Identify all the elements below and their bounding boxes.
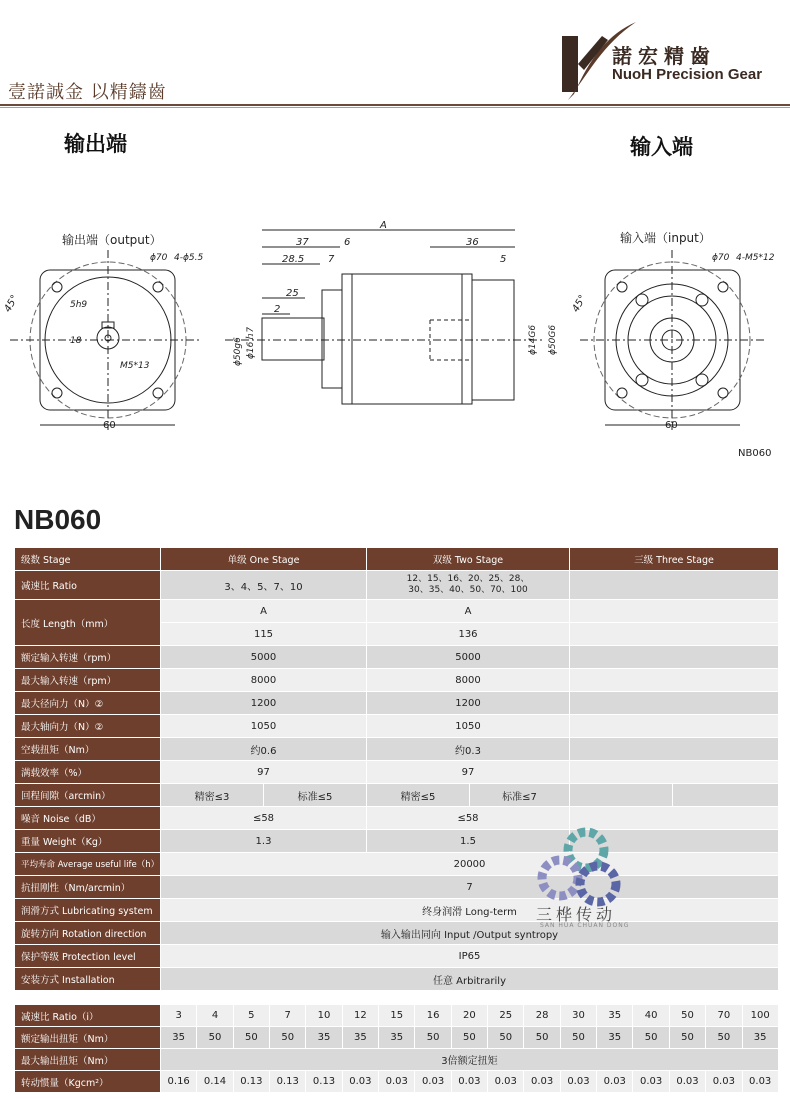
ratio-two xyxy=(367,571,570,600)
backlash-one-standard: 标准≤5 xyxy=(264,784,367,807)
max-torque-label: 最大输出扭矩（Nm） xyxy=(15,1049,161,1071)
table-row xyxy=(15,968,779,991)
backlash-label: 回程间隙（arcmin） xyxy=(15,784,161,807)
table-row xyxy=(15,738,779,761)
input-angle: 45° xyxy=(570,293,589,315)
inertia-cell: 0.03 xyxy=(379,1071,415,1093)
input-width: 60 xyxy=(665,420,678,431)
watermark-subtext: SAN HUA CHUAN DONG xyxy=(540,922,630,929)
inertia-cell: 0.03 xyxy=(742,1071,778,1093)
torque-cell: 50 xyxy=(560,1027,596,1049)
radial-two: 1200 xyxy=(367,692,570,715)
inertia-cell: 0.03 xyxy=(706,1071,742,1093)
torque-cell: 50 xyxy=(524,1027,560,1049)
dim-a: A xyxy=(380,220,387,231)
length-label: 长度 Length（mm） xyxy=(15,600,161,646)
torque-cell: 50 xyxy=(488,1027,524,1049)
torque-cell: 35 xyxy=(597,1027,633,1049)
ratio-cell: 10 xyxy=(306,1005,342,1027)
efficiency-label: 满载效率（%） xyxy=(15,761,161,784)
ratio-cell: 5 xyxy=(233,1005,269,1027)
dim-dia50G6: ϕ50G6 xyxy=(548,324,558,355)
output-key: 5h9 xyxy=(70,300,88,310)
torque-cell: 35 xyxy=(379,1027,415,1049)
rated-speed-one: 5000 xyxy=(161,646,367,669)
watermark-text: 三桦传动 xyxy=(536,905,617,924)
input-end-view xyxy=(570,230,774,459)
noload-two: 约0.3 xyxy=(367,738,570,761)
torque-cell: 35 xyxy=(306,1027,342,1049)
ratio-cell: 12 xyxy=(342,1005,378,1027)
table-row xyxy=(15,715,779,738)
efficiency-one: 97 xyxy=(161,761,367,784)
torque-cell: 50 xyxy=(706,1027,742,1049)
inertia-cell: 0.13 xyxy=(270,1071,306,1093)
table-row xyxy=(15,1005,779,1027)
axial-one: 1050 xyxy=(161,715,367,738)
ratio-i-label: 减速比 Ratio（i） xyxy=(15,1005,161,1027)
two-stage-header: 双级 Two Stage xyxy=(367,548,570,571)
output-width: 60 xyxy=(103,420,116,431)
protection-value: IP65 xyxy=(161,945,779,968)
dim-dia16: ϕ16ｈ7 xyxy=(246,326,256,359)
length-two-a: A xyxy=(367,600,570,623)
weight-label: 重量 Weight（Kg） xyxy=(15,830,161,853)
table-row xyxy=(15,548,779,571)
max-speed-two: 8000 xyxy=(367,669,570,692)
length-two: 136 xyxy=(367,623,570,646)
dim-dia14: ϕ14G6 xyxy=(528,324,538,355)
protection-label: 保护等级 Protection level xyxy=(15,945,161,968)
ratio-cell: 7 xyxy=(270,1005,306,1027)
noise-one: ≤58 xyxy=(161,807,367,830)
length-one-a: A xyxy=(161,600,367,623)
table-row xyxy=(15,876,779,899)
torque-cell: 50 xyxy=(233,1027,269,1049)
efficiency-two: 97 xyxy=(367,761,570,784)
model-title: NB060 xyxy=(14,504,102,535)
ratio-cell: 20 xyxy=(451,1005,487,1027)
inertia-cell: 0.14 xyxy=(197,1071,233,1093)
table-row xyxy=(15,807,779,830)
brand-name-cn: 諾宏精齒 xyxy=(612,44,716,68)
input-view-label: 输入端（input） xyxy=(620,231,711,245)
torque-cell: 50 xyxy=(451,1027,487,1049)
ratio-cell: 15 xyxy=(379,1005,415,1027)
slogan: 壹諾誠金 以精鑄齒 xyxy=(8,82,167,103)
ratio-cell: 3 xyxy=(161,1005,197,1027)
inertia-label: 转动惯量（Kgcm²） xyxy=(15,1071,161,1093)
torque-cell: 35 xyxy=(161,1027,197,1049)
table-row xyxy=(15,899,779,922)
inertia-cell: 0.03 xyxy=(597,1071,633,1093)
header-rule xyxy=(0,104,790,106)
noload-one: 约0.6 xyxy=(161,738,367,761)
dim-6: 6 xyxy=(344,237,351,248)
inertia-cell: 0.03 xyxy=(415,1071,451,1093)
inertia-cell: 0.03 xyxy=(342,1071,378,1093)
ratio-cell: 25 xyxy=(488,1005,524,1027)
output-thread: M5*13 xyxy=(120,361,150,371)
torque-cell: 50 xyxy=(270,1027,306,1049)
axial-two: 1050 xyxy=(367,715,570,738)
backlash-one-precision: 精密≤3 xyxy=(161,784,264,807)
input-pcd: ϕ70 xyxy=(712,253,730,263)
output-holes: 4-ϕ5.5 xyxy=(174,253,204,263)
input-holes: 4-M5*12 xyxy=(736,253,775,263)
radial-label: 最大径向力（N）② xyxy=(15,692,161,715)
stiffness-label: 抗扭刚性（Nm/arcmin） xyxy=(15,876,161,899)
ratio-two-line1: 12、15、16、20、25、28、 xyxy=(406,574,530,584)
table-row xyxy=(15,646,779,669)
inertia-cell: 0.03 xyxy=(560,1071,596,1093)
side-view xyxy=(225,220,558,404)
output-pcd: ϕ70 xyxy=(150,253,168,263)
header-rule-thin xyxy=(0,107,790,108)
rated-torque-label: 额定输出扭矩（Nm） xyxy=(15,1027,161,1049)
lube-label: 润滑方式 Lubricating system xyxy=(15,899,161,922)
stage-label: 级数 Stage xyxy=(15,548,161,571)
torque-cell: 35 xyxy=(742,1027,778,1049)
noise-label: 噪音 Noise（dB） xyxy=(15,807,161,830)
input-heading: 输入端 xyxy=(630,134,693,159)
three-stage-header: 三级 Three Stage xyxy=(570,548,779,571)
weight-one: 1.3 xyxy=(161,830,367,853)
table-row xyxy=(15,571,779,600)
table-row xyxy=(15,1027,779,1049)
table-row xyxy=(15,1071,779,1093)
table-row xyxy=(15,669,779,692)
install-value: 任意 Arbitrarily xyxy=(161,968,779,991)
ratio-cell: 70 xyxy=(706,1005,742,1027)
ratio-three xyxy=(570,571,779,600)
inertia-cell: 0.03 xyxy=(669,1071,705,1093)
table-row xyxy=(15,1049,779,1071)
install-label: 安装方式 Installation xyxy=(15,968,161,991)
ratio-cell: 4 xyxy=(197,1005,233,1027)
dim-28-5: 28.5 xyxy=(282,254,305,265)
rated-speed-two: 5000 xyxy=(367,646,570,669)
ratio-cell: 100 xyxy=(742,1005,778,1027)
torque-cell: 50 xyxy=(669,1027,705,1049)
spec-table xyxy=(14,547,779,991)
output-heading: 输出端 xyxy=(64,131,127,156)
dim-dia50g6: ϕ50g6 xyxy=(233,337,243,366)
output-key-depth: 18 xyxy=(70,336,82,346)
inertia-cell: 0.03 xyxy=(633,1071,669,1093)
life-value: 20000 xyxy=(161,853,779,876)
life-label: 平均寿命 Average useful life（h） xyxy=(15,853,161,876)
rated-speed-label: 额定输入转速（rpm） xyxy=(15,646,161,669)
ratio-one: 3、4、5、7、10 xyxy=(161,571,367,600)
table-row xyxy=(15,692,779,715)
table-row xyxy=(15,945,779,968)
max-speed-one: 8000 xyxy=(161,669,367,692)
dim-36: 36 xyxy=(466,237,479,248)
output-angle: 45° xyxy=(2,293,21,315)
dim-37: 37 xyxy=(296,237,309,248)
axial-label: 最大轴向力（N）② xyxy=(15,715,161,738)
torque-cell: 35 xyxy=(342,1027,378,1049)
stiffness-value: 7 xyxy=(161,876,779,899)
weight-two: 1.5 xyxy=(367,830,570,853)
output-end-view xyxy=(2,232,203,431)
table-row xyxy=(15,600,779,623)
lube-value: 终身润滑 Long-term xyxy=(161,899,779,922)
rotation-value: 输入输出同向 Input /Output syntropy xyxy=(161,922,779,945)
inertia-cell: 0.16 xyxy=(161,1071,197,1093)
noload-label: 空载扭矩（Nm） xyxy=(15,738,161,761)
ratio-cell: 28 xyxy=(524,1005,560,1027)
inertia-cell: 0.13 xyxy=(233,1071,269,1093)
table-row xyxy=(15,761,779,784)
length-one: 115 xyxy=(161,623,367,646)
ratio-cell: 35 xyxy=(597,1005,633,1027)
table-row xyxy=(15,784,779,807)
rotation-label: 旋转方向 Rotation direction xyxy=(15,922,161,945)
dim-7: 7 xyxy=(328,254,335,265)
torque-cell: 50 xyxy=(415,1027,451,1049)
torque-cell: 50 xyxy=(633,1027,669,1049)
technical-drawing xyxy=(0,210,790,470)
max-speed-label: 最大输入转速（rpm） xyxy=(15,669,161,692)
one-stage-header: 单级 One Stage xyxy=(161,548,367,571)
table-row xyxy=(15,922,779,945)
ratio-two-line2: 30、35、40、50、70、100 xyxy=(408,585,528,595)
ratio-cell: 30 xyxy=(560,1005,596,1027)
inertia-cell: 0.03 xyxy=(488,1071,524,1093)
dim-25: 25 xyxy=(286,288,299,299)
max-torque-value: 3倍额定扭矩 xyxy=(161,1049,779,1071)
ratio-cell: 16 xyxy=(415,1005,451,1027)
inertia-cell: 0.03 xyxy=(524,1071,560,1093)
inertia-cell: 0.03 xyxy=(451,1071,487,1093)
drawing-code: NB060 xyxy=(738,448,772,459)
backlash-two-precision: 精密≤5 xyxy=(367,784,470,807)
ratio-cell: 40 xyxy=(633,1005,669,1027)
radial-one: 1200 xyxy=(161,692,367,715)
brand-name-en: NuoH Precision Gear xyxy=(612,66,763,83)
table-row xyxy=(15,853,779,876)
ratio-cell: 50 xyxy=(669,1005,705,1027)
inertia-cell: 0.13 xyxy=(306,1071,342,1093)
noise-two: ≤58 xyxy=(367,807,570,830)
table-row xyxy=(15,830,779,853)
dim-2: 2 xyxy=(274,304,281,315)
backlash-two-standard: 标准≤7 xyxy=(470,784,570,807)
output-view-label: 输出端（output） xyxy=(62,233,162,247)
torque-cell: 50 xyxy=(197,1027,233,1049)
dim-5: 5 xyxy=(500,254,507,265)
ratio-table xyxy=(14,1004,779,1093)
ratio-label: 减速比 Ratio xyxy=(15,571,161,600)
